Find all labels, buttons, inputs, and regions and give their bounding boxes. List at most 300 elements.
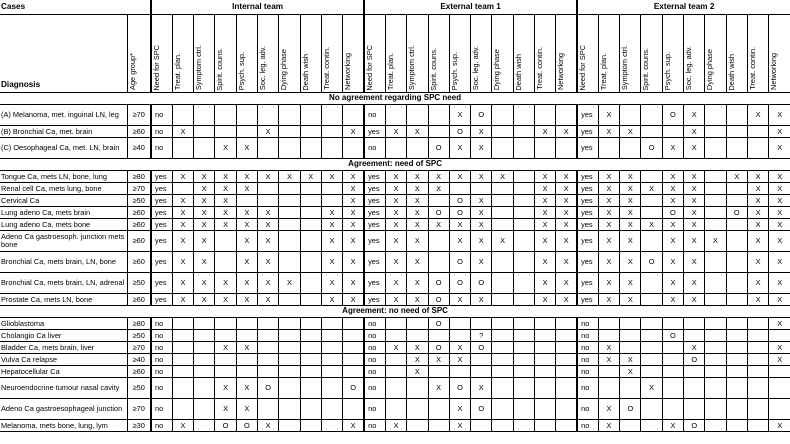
spc-need-cell: no — [364, 342, 385, 354]
column-header: Psych. sup. — [662, 15, 683, 93]
spc-need-cell: yes — [151, 273, 172, 294]
value-cell — [215, 330, 236, 342]
value-cell — [556, 342, 577, 354]
value-cell — [194, 126, 215, 138]
spc-need-cell: no — [364, 105, 385, 126]
value-cell — [705, 342, 726, 354]
value-cell: X — [534, 126, 555, 138]
value-cell — [492, 105, 513, 126]
age-group-cell: ≥40 — [127, 138, 151, 159]
value-cell: X — [598, 273, 619, 294]
diagnosis-cell: Lung adeno Ca, mets brain — [0, 207, 127, 219]
value-cell — [662, 126, 683, 138]
value-cell — [236, 126, 257, 138]
value-cell — [726, 342, 747, 354]
value-cell: O — [684, 354, 705, 366]
value-cell: X — [407, 195, 428, 207]
value-cell: X — [343, 183, 364, 195]
value-cell — [662, 354, 683, 366]
value-cell: X — [236, 138, 257, 159]
value-cell — [300, 252, 321, 273]
value-cell: X — [620, 252, 641, 273]
value-cell — [279, 252, 300, 273]
value-cell — [172, 342, 193, 354]
value-cell: X — [236, 183, 257, 195]
column-header: Death wish — [726, 15, 747, 93]
value-cell: X — [258, 273, 279, 294]
value-cell — [236, 195, 257, 207]
value-cell: X — [769, 342, 790, 354]
value-cell: X — [769, 231, 790, 252]
value-cell — [321, 183, 342, 195]
value-cell — [321, 195, 342, 207]
value-cell — [747, 378, 768, 399]
value-cell: X — [194, 273, 215, 294]
value-cell — [172, 354, 193, 366]
spc-need-cell: yes — [577, 138, 598, 159]
value-cell — [492, 183, 513, 195]
value-cell: X — [662, 252, 683, 273]
spc-need-cell: yes — [577, 126, 598, 138]
value-cell: X — [534, 207, 555, 219]
spc-need-cell: yes — [364, 294, 385, 306]
value-cell: X — [705, 231, 726, 252]
value-cell — [641, 231, 662, 252]
value-cell: X — [407, 273, 428, 294]
value-cell: X — [598, 342, 619, 354]
table-row — [0, 183, 790, 195]
value-cell: X — [620, 366, 641, 378]
value-cell: O — [726, 207, 747, 219]
value-cell: O — [684, 420, 705, 432]
value-cell: X — [534, 252, 555, 273]
age-group-cell: ≥60 — [127, 207, 151, 219]
cases-header: Cases — [0, 0, 151, 15]
table-row — [0, 138, 790, 159]
value-cell: X — [769, 138, 790, 159]
column-header: Networking — [769, 15, 790, 93]
value-cell: X — [343, 207, 364, 219]
value-cell: O — [620, 399, 641, 420]
spc-need-cell: yes — [151, 195, 172, 207]
value-cell — [471, 366, 492, 378]
value-cell: X — [620, 183, 641, 195]
value-cell: X — [428, 183, 449, 195]
spc-need-cell: no — [151, 342, 172, 354]
value-cell: X — [471, 195, 492, 207]
value-cell — [726, 252, 747, 273]
value-cell — [279, 126, 300, 138]
value-cell — [641, 366, 662, 378]
value-cell: X — [321, 207, 342, 219]
value-cell — [641, 207, 662, 219]
value-cell — [534, 399, 555, 420]
value-cell: X — [556, 219, 577, 231]
value-cell — [598, 366, 619, 378]
value-cell — [236, 354, 257, 366]
table-row — [0, 330, 790, 342]
value-cell — [726, 294, 747, 306]
value-cell: ? — [471, 330, 492, 342]
value-cell — [513, 318, 534, 330]
value-cell — [258, 399, 279, 420]
value-cell — [428, 126, 449, 138]
value-cell — [641, 342, 662, 354]
value-cell — [215, 231, 236, 252]
value-cell — [747, 318, 768, 330]
value-cell — [598, 378, 619, 399]
value-cell: X — [449, 342, 470, 354]
value-cell — [641, 126, 662, 138]
value-cell — [279, 183, 300, 195]
spc-need-cell: yes — [577, 231, 598, 252]
value-cell — [300, 420, 321, 432]
value-cell: X — [598, 183, 619, 195]
value-cell — [258, 138, 279, 159]
value-cell — [258, 318, 279, 330]
spc-need-cell: yes — [364, 252, 385, 273]
value-cell — [705, 105, 726, 126]
value-cell — [343, 330, 364, 342]
value-cell — [705, 219, 726, 231]
value-cell — [258, 354, 279, 366]
value-cell: X — [236, 207, 257, 219]
value-cell — [428, 105, 449, 126]
value-cell — [556, 354, 577, 366]
value-cell — [236, 318, 257, 330]
value-cell: X — [215, 399, 236, 420]
column-header: Treat. contin. — [534, 15, 555, 93]
value-cell — [641, 318, 662, 330]
value-cell — [215, 318, 236, 330]
value-cell: O — [449, 273, 470, 294]
diagnosis-cell: Hepatocellular Ca — [0, 366, 127, 378]
value-cell — [215, 366, 236, 378]
value-cell: X — [385, 171, 406, 183]
value-cell — [705, 354, 726, 366]
value-cell: X — [215, 171, 236, 183]
spc-need-cell: yes — [364, 231, 385, 252]
value-cell — [321, 126, 342, 138]
value-cell — [236, 330, 257, 342]
value-cell — [279, 294, 300, 306]
value-cell — [279, 207, 300, 219]
age-group-cell: ≥60 — [127, 294, 151, 306]
value-cell: X — [684, 138, 705, 159]
spc-need-cell: no — [151, 126, 172, 138]
value-cell: X — [428, 219, 449, 231]
value-cell: X — [684, 252, 705, 273]
value-cell: X — [662, 420, 683, 432]
value-cell: X — [598, 399, 619, 420]
value-cell — [407, 330, 428, 342]
value-cell — [492, 126, 513, 138]
value-cell — [321, 420, 342, 432]
value-cell — [471, 354, 492, 366]
value-cell — [705, 294, 726, 306]
value-cell: X — [321, 273, 342, 294]
spc-need-cell: no — [364, 138, 385, 159]
value-cell — [321, 105, 342, 126]
value-cell — [726, 183, 747, 195]
value-cell — [513, 219, 534, 231]
value-cell — [385, 330, 406, 342]
value-cell: X — [449, 105, 470, 126]
value-cell — [492, 354, 513, 366]
value-cell: O — [428, 294, 449, 306]
spc-need-cell: no — [364, 378, 385, 399]
value-cell: X — [343, 231, 364, 252]
value-cell — [194, 342, 215, 354]
value-cell: X — [343, 294, 364, 306]
value-cell: X — [236, 231, 257, 252]
value-cell: X — [407, 231, 428, 252]
value-cell — [172, 330, 193, 342]
spc-need-cell: yes — [577, 183, 598, 195]
table-row — [0, 294, 790, 306]
value-cell: X — [385, 294, 406, 306]
value-cell — [471, 420, 492, 432]
value-cell: X — [194, 195, 215, 207]
value-cell: X — [407, 171, 428, 183]
value-cell: X — [684, 207, 705, 219]
value-cell: X — [343, 219, 364, 231]
value-cell: O — [343, 378, 364, 399]
value-cell: O — [662, 330, 683, 342]
value-cell — [513, 183, 534, 195]
value-cell: X — [385, 273, 406, 294]
value-cell — [534, 330, 555, 342]
spc-need-cell: yes — [577, 195, 598, 207]
value-cell — [534, 318, 555, 330]
spc-need-cell: no — [151, 378, 172, 399]
value-cell — [300, 105, 321, 126]
column-header: Soc. leg. adv. — [471, 15, 492, 93]
value-cell: X — [215, 219, 236, 231]
value-cell: X — [428, 171, 449, 183]
value-cell — [258, 195, 279, 207]
value-cell: X — [747, 171, 768, 183]
value-cell: X — [407, 183, 428, 195]
value-cell: X — [172, 171, 193, 183]
column-header: Soc. leg. adv. — [684, 15, 705, 93]
value-cell: X — [684, 105, 705, 126]
column-header: Treat. contin. — [321, 15, 342, 93]
value-cell: X — [471, 171, 492, 183]
value-cell — [747, 354, 768, 366]
value-cell — [236, 105, 257, 126]
value-cell — [513, 138, 534, 159]
column-header: Networking — [556, 15, 577, 93]
value-cell — [385, 366, 406, 378]
value-cell — [300, 366, 321, 378]
value-cell: O — [471, 399, 492, 420]
value-cell — [747, 138, 768, 159]
spc-need-cell: no — [364, 318, 385, 330]
value-cell: O — [428, 342, 449, 354]
value-cell: X — [556, 231, 577, 252]
value-cell — [513, 342, 534, 354]
value-cell: X — [194, 219, 215, 231]
value-cell — [428, 330, 449, 342]
age-group-cell: ≥60 — [127, 366, 151, 378]
value-cell — [407, 105, 428, 126]
value-cell — [194, 399, 215, 420]
value-cell: X — [747, 273, 768, 294]
value-cell: X — [449, 171, 470, 183]
column-header: Symptom ctrl. — [194, 15, 215, 93]
value-cell — [705, 318, 726, 330]
value-cell — [321, 330, 342, 342]
value-cell — [172, 138, 193, 159]
value-cell: X — [407, 126, 428, 138]
value-cell: X — [321, 219, 342, 231]
value-cell: X — [258, 171, 279, 183]
value-cell: X — [385, 207, 406, 219]
value-cell: X — [620, 207, 641, 219]
value-cell: X — [343, 252, 364, 273]
value-cell: X — [747, 183, 768, 195]
spc-need-cell: yes — [577, 252, 598, 273]
value-cell — [172, 366, 193, 378]
value-cell — [641, 399, 662, 420]
value-cell — [641, 354, 662, 366]
table-row — [0, 171, 790, 183]
value-cell — [620, 318, 641, 330]
column-header: Psych. sup. — [236, 15, 257, 93]
spc-need-cell: yes — [151, 171, 172, 183]
value-cell — [300, 399, 321, 420]
spc-need-cell: yes — [577, 294, 598, 306]
diagnosis-cell: Cervical Ca — [0, 195, 127, 207]
value-cell — [321, 366, 342, 378]
value-cell — [598, 138, 619, 159]
value-cell — [534, 366, 555, 378]
value-cell: X — [407, 219, 428, 231]
diagnosis-cell: Adeno Ca gastroesoph. junction mets bone — [0, 231, 127, 252]
value-cell — [513, 207, 534, 219]
column-header: Treat. contin. — [747, 15, 768, 93]
value-cell — [620, 378, 641, 399]
value-cell: X — [556, 273, 577, 294]
value-cell — [492, 195, 513, 207]
value-cell: X — [684, 183, 705, 195]
value-cell — [726, 138, 747, 159]
value-cell: X — [385, 420, 406, 432]
value-cell — [513, 231, 534, 252]
value-cell — [407, 420, 428, 432]
column-header: Death wish — [513, 15, 534, 93]
value-cell — [343, 138, 364, 159]
value-cell — [747, 342, 768, 354]
value-cell: O — [428, 318, 449, 330]
diagnosis-cell: Tongue Ca, mets LN, bone, lung — [0, 171, 127, 183]
spc-need-cell: no — [151, 366, 172, 378]
value-cell: O — [641, 252, 662, 273]
value-cell — [449, 183, 470, 195]
table-row — [0, 273, 790, 294]
age-group-header: Age group* — [127, 15, 151, 93]
value-cell: X — [769, 252, 790, 273]
value-cell: X — [598, 171, 619, 183]
value-cell: X — [215, 138, 236, 159]
value-cell — [684, 366, 705, 378]
value-cell: X — [194, 171, 215, 183]
value-cell — [385, 138, 406, 159]
value-cell — [726, 105, 747, 126]
spc-need-cell: no — [151, 420, 172, 432]
team-header-external-1: External team 1 — [364, 0, 577, 15]
value-cell — [300, 126, 321, 138]
value-cell — [598, 330, 619, 342]
value-cell: X — [556, 252, 577, 273]
value-cell: X — [556, 171, 577, 183]
value-cell: O — [258, 378, 279, 399]
section-title: Agreement: no need of SPC — [0, 306, 790, 318]
value-cell — [279, 219, 300, 231]
value-cell — [279, 366, 300, 378]
value-cell — [449, 366, 470, 378]
spc-need-cell: yes — [577, 207, 598, 219]
value-cell: X — [321, 171, 342, 183]
table-row — [0, 399, 790, 420]
column-header: Death wish — [300, 15, 321, 93]
value-cell — [747, 399, 768, 420]
value-cell — [726, 126, 747, 138]
value-cell: X — [598, 207, 619, 219]
value-cell — [215, 126, 236, 138]
value-cell — [620, 138, 641, 159]
value-cell: X — [662, 231, 683, 252]
value-cell: X — [385, 183, 406, 195]
team-header-internal: Internal team — [151, 0, 364, 15]
value-cell: X — [449, 294, 470, 306]
value-cell — [279, 138, 300, 159]
value-cell — [662, 366, 683, 378]
table-row — [0, 252, 790, 273]
spc-need-cell: no — [151, 138, 172, 159]
value-cell — [726, 378, 747, 399]
diagnosis-cell: Neuroendocrine tumour nasal cavity — [0, 378, 127, 399]
column-header: Spirit. couns. — [641, 15, 662, 93]
table-row — [0, 366, 790, 378]
spc-need-cell: yes — [364, 207, 385, 219]
value-cell — [343, 342, 364, 354]
value-cell — [684, 399, 705, 420]
value-cell: X — [258, 219, 279, 231]
value-cell — [407, 399, 428, 420]
value-cell — [726, 330, 747, 342]
value-cell: X — [747, 207, 768, 219]
spc-need-cell: yes — [364, 183, 385, 195]
value-cell: X — [215, 294, 236, 306]
value-cell: O — [449, 378, 470, 399]
value-cell — [300, 318, 321, 330]
table-row — [0, 231, 790, 252]
spc-need-cell: yes — [364, 195, 385, 207]
column-header: Spirit. couns. — [215, 15, 236, 93]
age-group-cell: ≥70 — [127, 342, 151, 354]
value-cell — [428, 420, 449, 432]
value-cell: X — [321, 252, 342, 273]
value-cell: X — [236, 252, 257, 273]
value-cell — [279, 378, 300, 399]
column-header: Spirit. couns. — [428, 15, 449, 93]
value-cell: X — [194, 207, 215, 219]
value-cell: X — [684, 231, 705, 252]
value-cell: X — [343, 171, 364, 183]
value-cell: X — [620, 219, 641, 231]
